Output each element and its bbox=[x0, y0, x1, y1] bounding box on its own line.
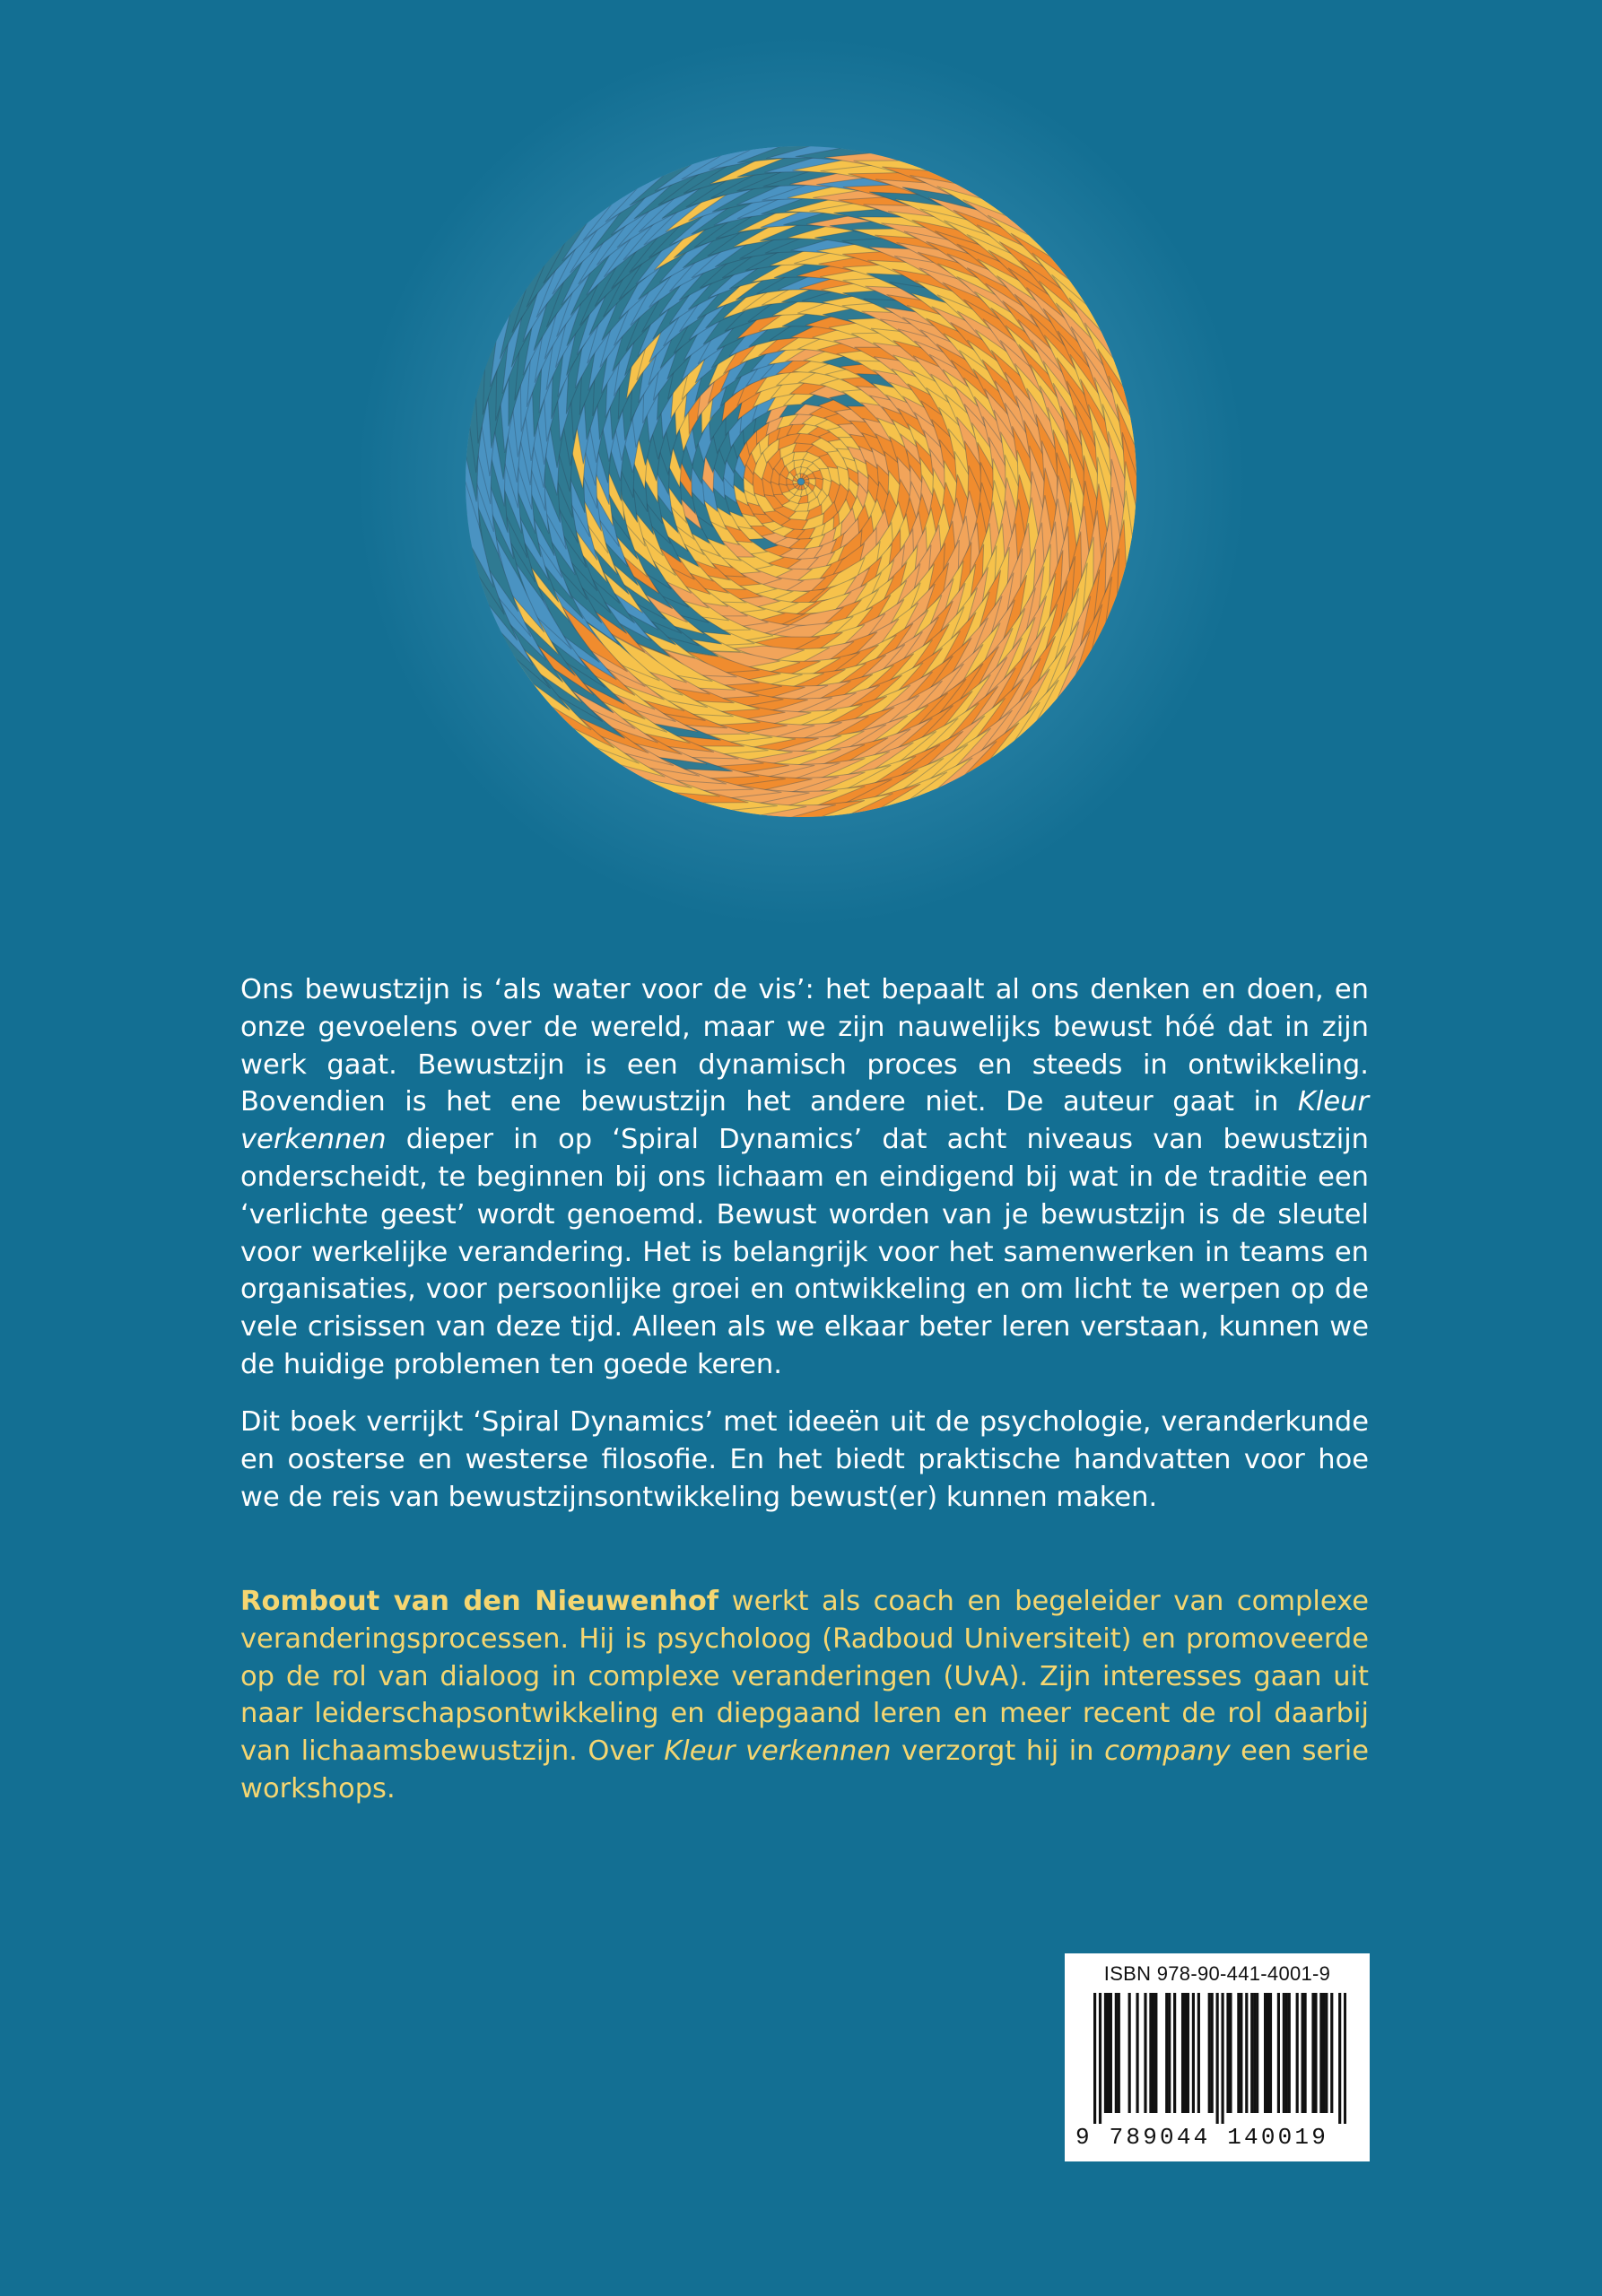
barcode-bar bbox=[1197, 1993, 1200, 2113]
barcode-bar bbox=[1288, 1993, 1291, 2113]
barcode-bar bbox=[1181, 1993, 1184, 2113]
author-bio-text: een serie workshops. bbox=[240, 1735, 1370, 1805]
barcode-bar bbox=[1240, 1993, 1242, 2113]
barcode-bar bbox=[1304, 1993, 1307, 2113]
barcode-bar bbox=[1322, 1993, 1325, 2113]
author-bio bbox=[240, 1583, 1369, 1808]
barcode-bar bbox=[1269, 1993, 1272, 2113]
barcode-bar bbox=[1325, 1993, 1328, 2113]
author-bio-text: verzorgt hij in bbox=[891, 1735, 1105, 1768]
description-text: dieper in op ‘Spiral Dynamics’ dat acht niveaus van bewustzijn onderscheidt, te beginnen bij ons lichaam en eindigend bij wat in de traditie een ‘verlichte geest’ wordt genoemd. Bewust worden van je bewustzijn is de sleutel voor werkelijke verandering. Het is belangrijk voor het samenwerken in teams en organisaties, voor persoonlijke groei en ontwikkeling en om licht te werpen op de vele crisissen van deze tijd. Alleen als we elkaar beter leren verstaan, kunnen we de huidige problemen ten goede keren. bbox=[240, 1124, 1369, 1380]
barcode-bar bbox=[1099, 1993, 1101, 2124]
barcode-bar bbox=[1093, 1993, 1096, 2124]
barcode-bar bbox=[1229, 1993, 1232, 2113]
isbn-label: ISBN 978-90-441-4001-9 bbox=[1103, 1962, 1331, 1985]
barcode-bar bbox=[1285, 1993, 1288, 2113]
book-title: Kleur verkennen bbox=[240, 1086, 1369, 1156]
barcode-bar bbox=[1250, 1993, 1253, 2113]
author-bio-text: werkt als coach en begeleider van complexe veranderingsprocessen. Hij is psycholoog (Radboud Universiteit) en promoveerde op de rol van dialoog in complexe veranderingen (UvA). Zijn interesses gaan uit naar leiderschapsontwikkeling en diepgaand leren en meer recent de rol daarbij van lichaamsbewustzijn. Over bbox=[240, 1586, 1369, 1768]
barcode-bar bbox=[1168, 1993, 1171, 2113]
barcode-bar bbox=[1173, 1993, 1176, 2113]
barcode-bar bbox=[1107, 1993, 1110, 2113]
barcode-bar bbox=[1319, 1993, 1322, 2113]
description-paragraph-2: Dit boek verrijkt ‘Spiral Dynamics’ met ideeën uit de psychologie, veranderkunde en oosterse en westerse filosofie. En het biedt praktische handvatten voor hoe we de reis van bewustzijnsontwikkeling bewust(er) kunnen maken. bbox=[240, 1406, 1369, 1513]
barcode-bar bbox=[1152, 1993, 1154, 2113]
barcode-digits: 9 789044 140019 bbox=[1075, 2124, 1329, 2151]
barcode-bars bbox=[1093, 1993, 1346, 2124]
barcode-bar bbox=[1264, 1993, 1267, 2113]
barcode-bar bbox=[1226, 1993, 1229, 2113]
barcode-bar bbox=[1296, 1993, 1299, 2113]
barcode-bar bbox=[1314, 1993, 1317, 2113]
barcode-bar bbox=[1104, 1993, 1107, 2113]
barcode-bar bbox=[1277, 1993, 1280, 2113]
barcode-bar bbox=[1216, 1993, 1219, 2124]
barcode-bar bbox=[1208, 1993, 1211, 2113]
barcode-bar bbox=[1245, 1993, 1248, 2113]
barcode-bar bbox=[1136, 1993, 1138, 2113]
spiral-mosaic-icon bbox=[465, 145, 1137, 818]
barcode-bar bbox=[1211, 1993, 1214, 2113]
barcode-bar bbox=[1338, 1993, 1341, 2124]
barcode-bar bbox=[1256, 1993, 1258, 2113]
barcode-bar bbox=[1302, 1993, 1304, 2113]
description-paragraph-1 bbox=[240, 971, 1369, 1384]
barcode-bar bbox=[1253, 1993, 1256, 2113]
barcode-bar bbox=[1311, 1993, 1314, 2113]
book-title: Kleur verkennen bbox=[664, 1735, 892, 1768]
barcode-bar bbox=[1118, 1993, 1120, 2113]
barcode-bar bbox=[1110, 1993, 1112, 2113]
barcode-bar bbox=[1330, 1993, 1333, 2113]
barcode-bar bbox=[1344, 1993, 1346, 2124]
barcode-bar bbox=[1221, 1993, 1223, 2124]
barcode-bar bbox=[1144, 1993, 1146, 2113]
company-word: company bbox=[1104, 1735, 1231, 1768]
barcode-bar bbox=[1165, 1993, 1168, 2113]
barcode-bar bbox=[1184, 1993, 1187, 2113]
barcode-bar bbox=[1237, 1993, 1240, 2113]
description-text: Ons bewustzijn is ‘als water voor de vis’: het bepaalt al ons denken en doen, en onze gevoelens over de wereld, maar we zijn nauwelijks bewust hóé dat in zijn werk gaat. Bewustzijn is een dynamisch proces en steeds in ontwikkeling. Bovendien is het ene bewustzijn het andere niet. De auteur gaat in bbox=[240, 974, 1369, 1118]
barcode-bar bbox=[1283, 1993, 1285, 2113]
barcode-box bbox=[1065, 1953, 1370, 2161]
barcode-bar bbox=[1267, 1993, 1269, 2113]
barcode-bar bbox=[1187, 1993, 1189, 2113]
barcode-bar bbox=[1115, 1993, 1118, 2113]
barcode-bar bbox=[1192, 1993, 1195, 2113]
barcode-bar bbox=[1149, 1993, 1152, 2113]
barcode-bar bbox=[1128, 1993, 1131, 2113]
barcode-bar bbox=[1154, 1993, 1157, 2113]
author-name: Rombout van den Nieuwenhof bbox=[240, 1586, 719, 1617]
